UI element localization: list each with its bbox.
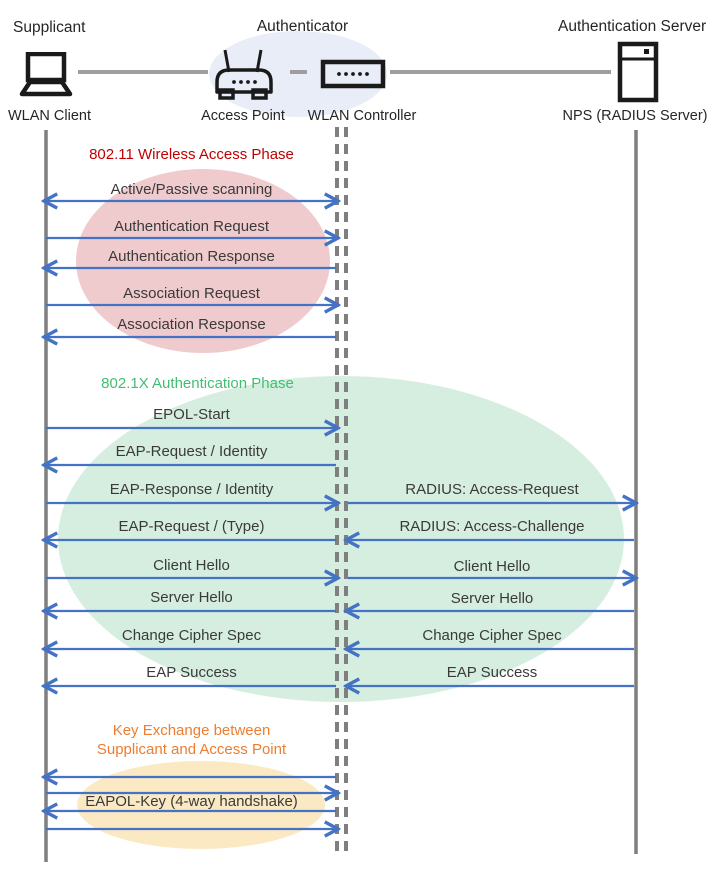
laptop-icon	[12, 52, 78, 100]
auth-request-label: Authentication Request	[113, 218, 270, 235]
server-hello-right-label: Server Hello	[450, 590, 534, 607]
radius-access-request-label: RADIUS: Access-Request	[405, 481, 579, 498]
access-point-icon	[212, 46, 276, 102]
scanning-label: Active/Passive scanning	[110, 181, 273, 198]
eap-response-identity-label: EAP-Response / Identity	[109, 481, 274, 498]
nps-radius-server-caption: NPS (RADIUS Server)	[562, 108, 708, 124]
supplicant-role-label: Supplicant	[13, 19, 86, 36]
assoc-request-label: Association Request	[123, 285, 260, 302]
authenticator-role-label: Authenticator	[256, 18, 349, 35]
epol-start-label: EPOL-Start	[153, 406, 230, 423]
eapol-key-label: EAPOL-Key (4-way handshake)	[85, 793, 298, 810]
eap-request-identity-label: EAP-Request / Identity	[115, 443, 268, 460]
radius-access-challenge-label: RADIUS: Access-Challenge	[399, 518, 585, 535]
server-icon	[617, 41, 659, 103]
key-exchange-phase-title	[46, 721, 337, 759]
auth-response-label: Authentication Response	[108, 248, 275, 265]
wlan-controller-icon	[320, 59, 386, 89]
eap-success-left-label: EAP Success	[146, 664, 237, 681]
access-point-caption: Access Point	[201, 108, 285, 124]
wlan-client-caption: WLAN Client	[8, 108, 91, 124]
eap-success-right-label: EAP Success	[446, 664, 538, 681]
auth-server-role-label: Authentication Server	[558, 18, 707, 35]
eap-request-type-label: EAP-Request / (Type)	[118, 518, 265, 535]
assoc-response-label: Association Response	[117, 316, 266, 333]
server-hello-left-label: Server Hello	[150, 589, 233, 606]
wireless-access-phase-title: 802.11 Wireless Access Phase	[89, 146, 294, 163]
key-exchange-title-line2: Supplicant and Access Point	[96, 741, 287, 758]
key-exchange-title-line1: Key Exchange between	[112, 722, 271, 739]
client-hello-right-label: Client Hello	[453, 558, 531, 575]
client-hello-left-label: Client Hello	[153, 557, 230, 574]
change-cipher-right-label: Change Cipher Spec	[422, 627, 562, 644]
authentication-phase-title: 802.1X Authentication Phase	[101, 375, 294, 392]
wlan-controller-caption: WLAN Controller	[307, 108, 417, 124]
change-cipher-left-label: Change Cipher Spec	[121, 627, 262, 644]
